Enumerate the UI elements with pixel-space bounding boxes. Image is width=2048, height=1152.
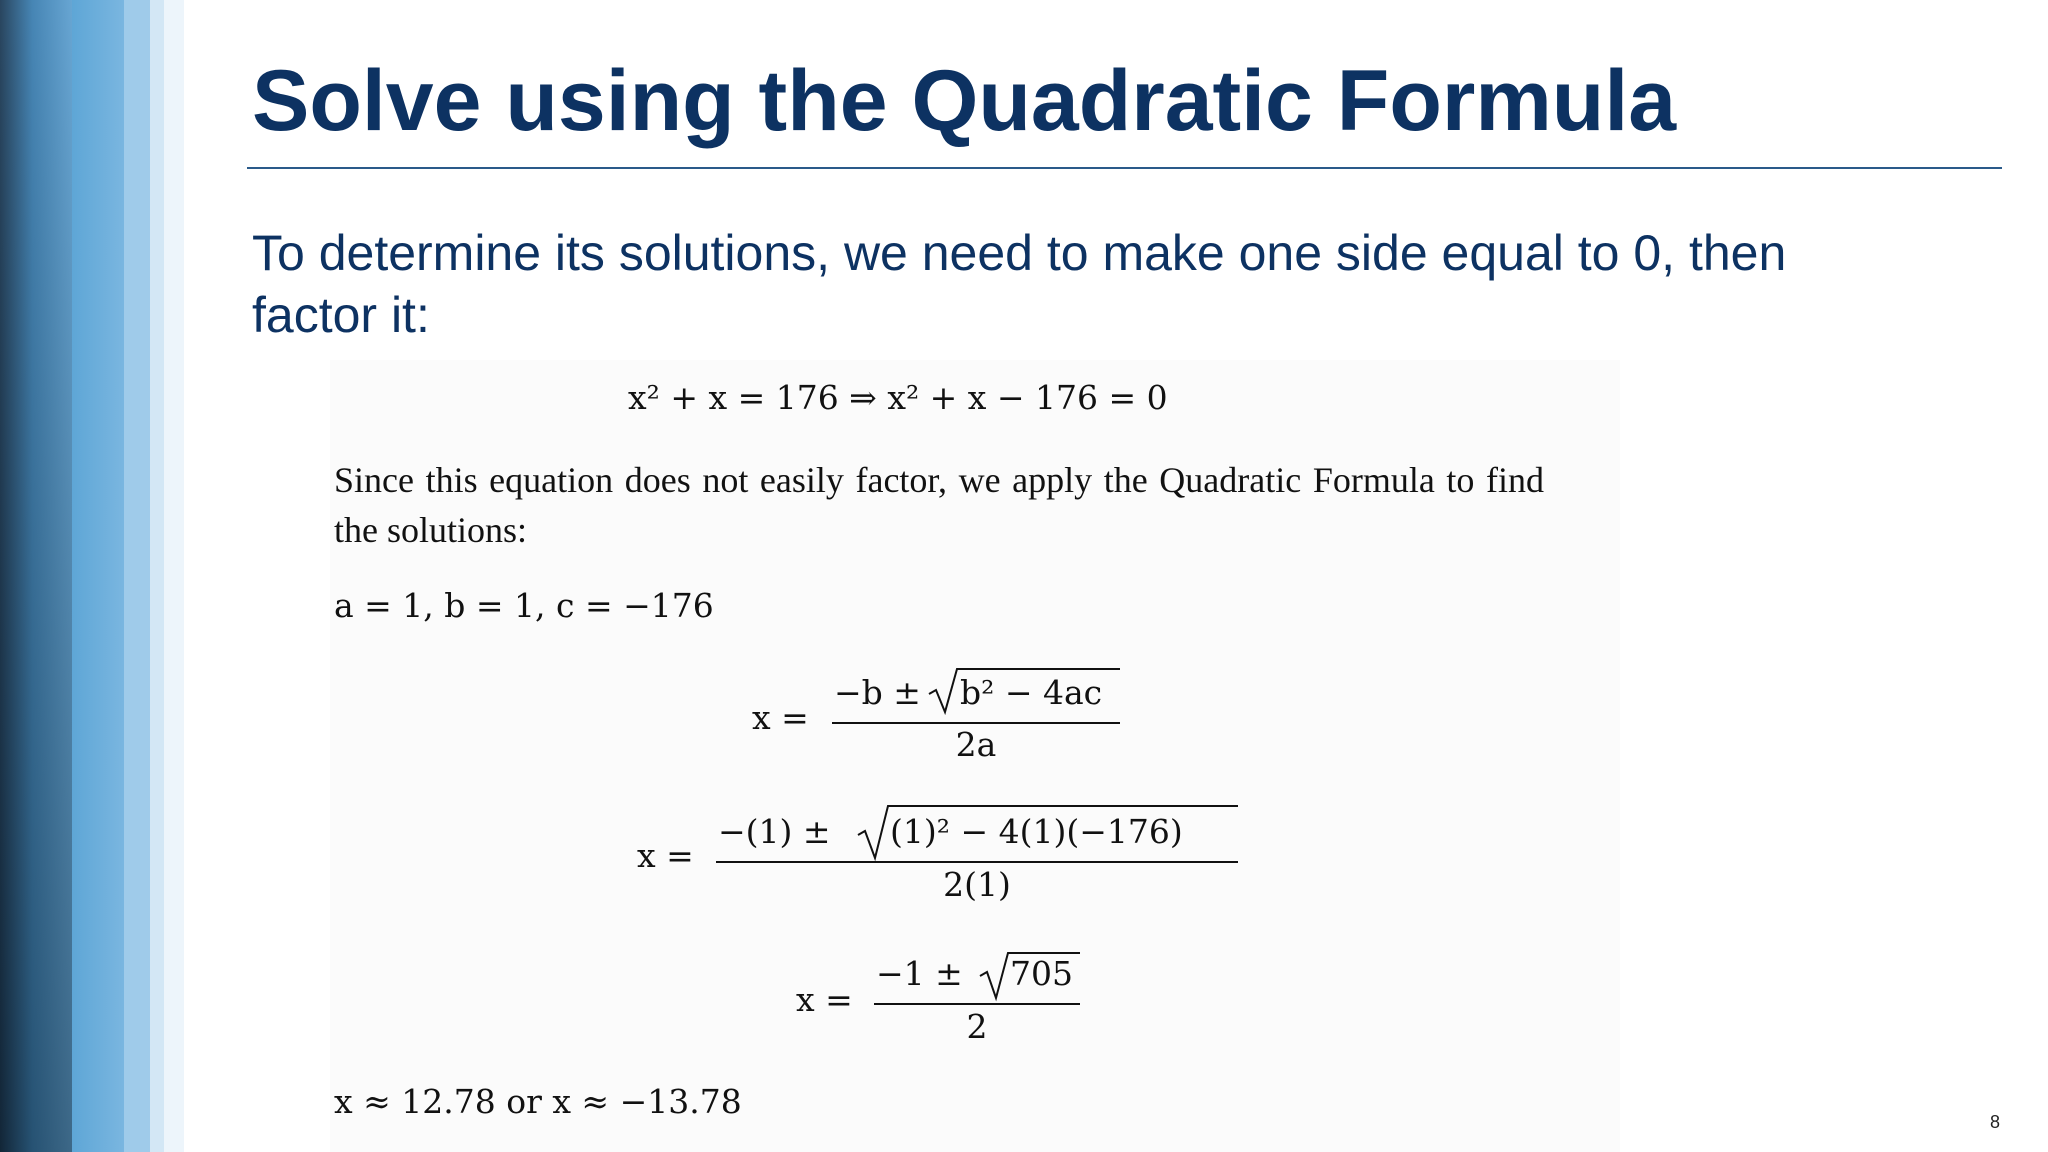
substituted-lhs: x = [637, 836, 694, 875]
simplified-numerator-prefix: −1 ± [876, 954, 963, 993]
explanation-text: Since this equation does not easily factor, we apply the Quadratic Formula to find the solutions: [334, 460, 1544, 550]
decorative-stripe-dark [0, 0, 72, 1152]
decorative-stripe-mid [72, 0, 124, 1152]
simplified-radicand: 705 [1010, 954, 1073, 993]
intro-text: To determine its solutions, we need to make one side equal to 0, then factor it: [252, 225, 1787, 343]
decorative-stripe-pale [150, 0, 164, 1152]
decorative-stripe-faint [164, 0, 184, 1152]
coefficients-line: a = 1, b = 1, c = −176 [334, 586, 714, 625]
formula-numerator-prefix: −b ± [834, 673, 921, 712]
slide-title: Solve using the Quadratic Formula [252, 53, 1677, 149]
substituted-numerator-prefix: −(1) ± [718, 812, 831, 851]
decorative-stripe-light [124, 0, 150, 1152]
substituted-denominator: 2(1) [943, 865, 1011, 904]
formula-radicand: b² − 4ac [960, 673, 1103, 712]
rearranged-equation: x² + x = 176 ⇒ x² + x − 176 = 0 [628, 378, 1168, 417]
formula-denominator: 2a [955, 725, 997, 764]
simplified-denominator: 2 [966, 1007, 988, 1046]
title-divider [247, 167, 2002, 169]
final-result: x ≈ 12.78 or x ≈ −13.78 [334, 1082, 742, 1121]
substituted-radicand: (1)² − 4(1)(−176) [890, 812, 1183, 851]
page-number: 8 [1990, 1112, 2001, 1132]
simplified-lhs: x = [796, 980, 853, 1019]
formula-lhs: x = [752, 698, 809, 737]
